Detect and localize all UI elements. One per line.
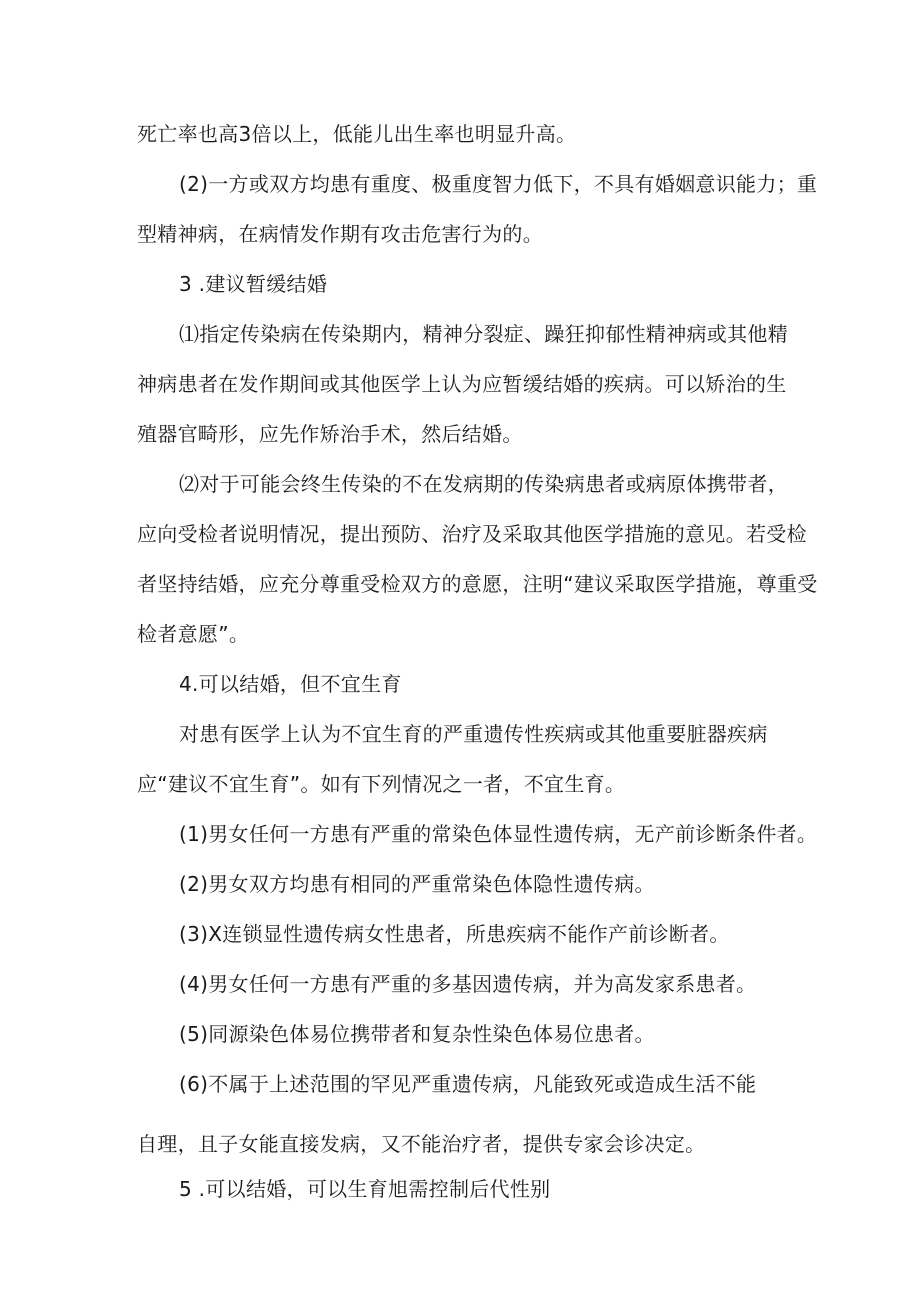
list-item: (6)不属于上述范围的罕见严重遗传病，凡能致死或造成生活不能 xyxy=(179,1072,757,1096)
paragraph-line: 检者意愿”。 xyxy=(137,622,250,646)
paragraph-line: 者坚持结婚，应充分尊重受检双方的意愿，注明“建议采取医学措施，尊重受 xyxy=(137,572,818,596)
list-item: (1)男女任何一方患有严重的常染色体显性遗传病，无产前诊断条件者。 xyxy=(179,822,818,846)
paragraph-line: 自理，且子女能直接发病，又不能治疗者，提供专家会诊决定。 xyxy=(137,1132,706,1156)
paragraph-line: 殖器官畸形，应先作矫治手术，然后结婚。 xyxy=(137,422,523,446)
list-item: (2)男女双方均患有相同的严重常染色体隐性遗传病。 xyxy=(179,872,655,896)
paragraph-line: ⑴指定传染病在传染期内，精神分裂症、躁狂抑郁性精神病或其他精 xyxy=(179,322,788,346)
paragraph-line: 死亡率也高3倍以上，低能儿出生率也明显升高。 xyxy=(137,122,577,146)
section-heading: 5 .可以结婚，可以生育旭需控制后代性别 xyxy=(179,1177,551,1201)
paragraph-line: 应“建议不宜生育”。如有下列情况之一者，不宜生育。 xyxy=(137,772,626,796)
section-heading: 3 .建议暂缓结婚 xyxy=(179,272,328,296)
paragraph-line: (2)一方或双方均患有重度、极重度智力低下，不具有婚姻意识能力；重 xyxy=(179,172,818,196)
list-item: (3)X连锁显性遗传病女性患者，所患疾病不能作产前诊断者。 xyxy=(179,922,730,946)
list-item: (5)同源染色体易位携带者和复杂性染色体易位患者。 xyxy=(179,1022,655,1046)
paragraph-line: 神病患者在发作期间或其他医学上认为应暂缓结婚的疾病。可以矫治的生 xyxy=(137,372,787,396)
list-item: (4)男女任何一方患有严重的多基因遗传病，并为高发家系患者。 xyxy=(179,972,757,996)
section-heading: 4.可以结婚，但不宜生育 xyxy=(179,672,402,696)
paragraph-line: 对患有医学上认为不宜生育的严重遗传性疾病或其他重要脏器疾病 xyxy=(179,722,768,746)
paragraph-line: 应向受检者说明情况，提出预防、治疗及采取其他医学措施的意见。若受检 xyxy=(137,522,807,546)
paragraph-line: ⑵对于可能会终生传染的不在发病期的传染病患者或病原体携带者， xyxy=(179,472,788,496)
paragraph-line: 型精神病，在病情发作期有攻击危害行为的。 xyxy=(137,222,543,246)
